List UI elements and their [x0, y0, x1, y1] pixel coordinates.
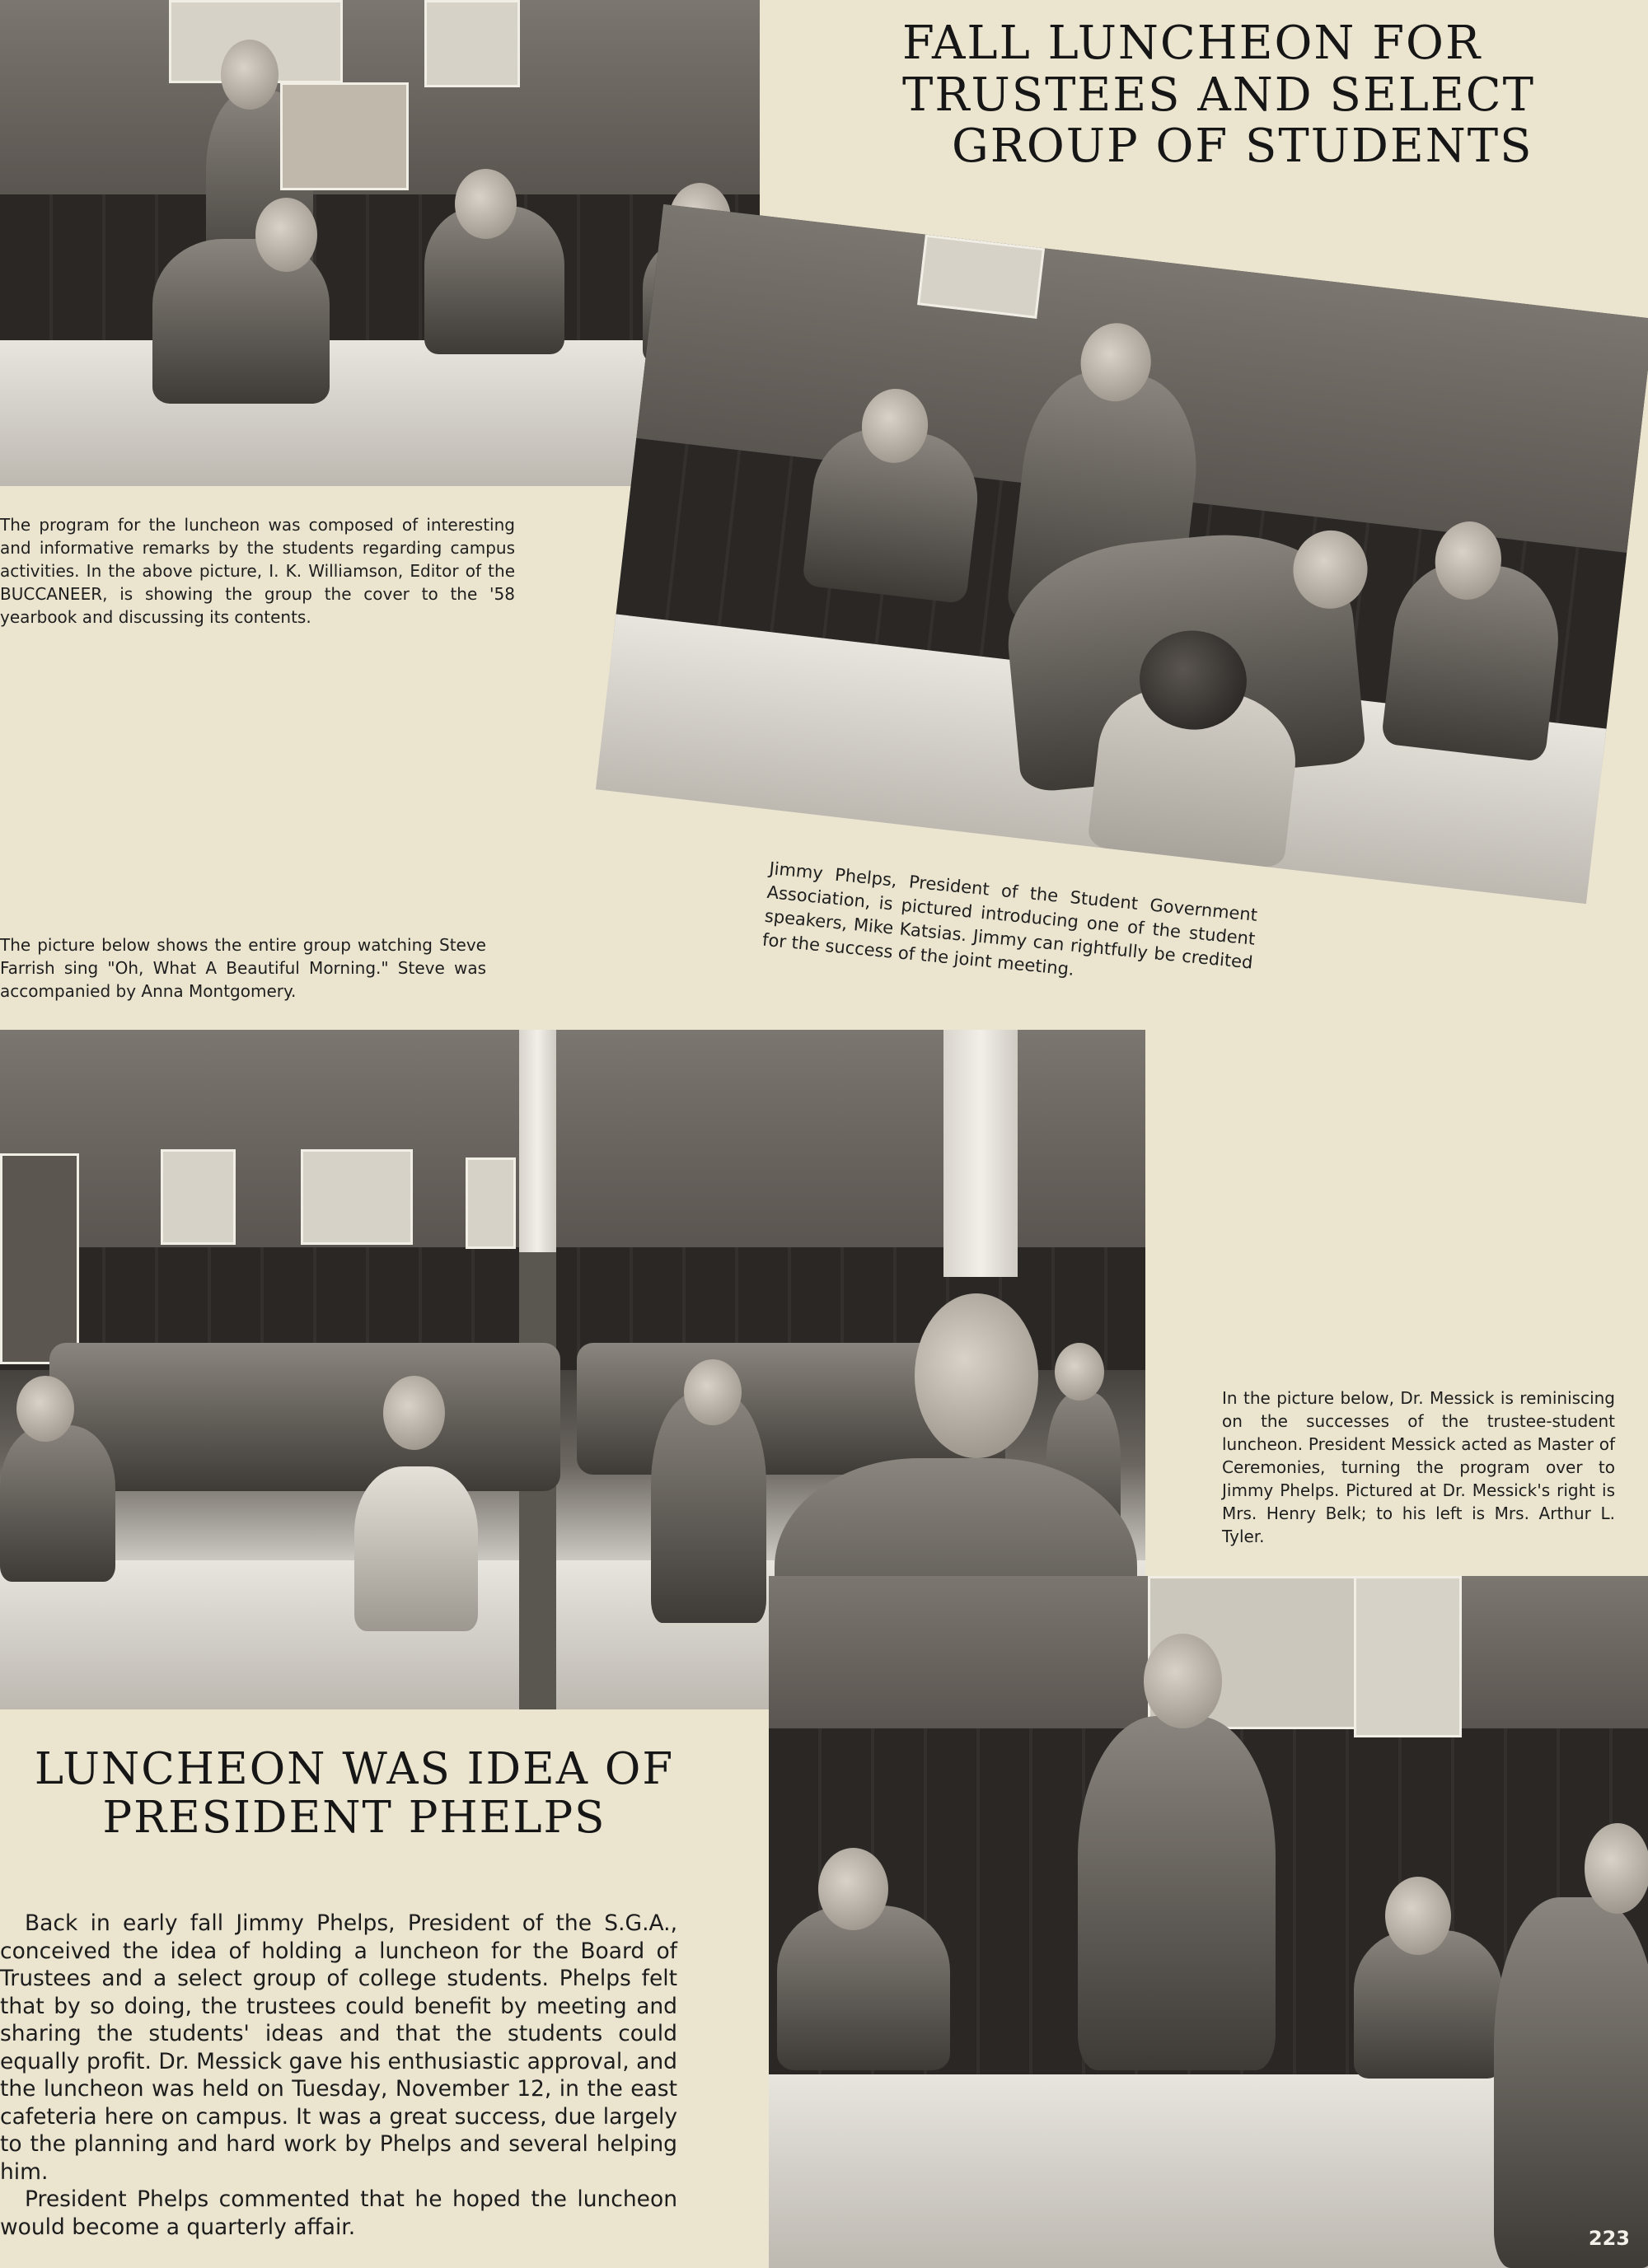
- page-number: 223: [1588, 2227, 1630, 2250]
- article-paragraph-1: Back in early fall Jimmy Phelps, President of the S.G.A., conceived the idea of holding a luncheon for the Board of Trustees and a select group of college students. Phelps felt that by so doing, the trustees could benefit by meeting and sharing the students' ideas and that the students could equally profit. Dr. Messick gave his enthusiastic approval, and the luncheon was held on Tuesday, November 12, in the east cafeteria here on campus. It was a great success, due largely to the planning and hard work by Phelps and several helping him.: [0, 1910, 677, 2185]
- top-headline-line3: GROUP OF STUDENTS: [952, 119, 1533, 174]
- caption-program: The program for the luncheon was composed of interesting and informative remarks by the students regarding campus activities. In the above picture, I. K. Williamson, Editor of the BUCCANEER, is showing the group the cover to the '58 yearbook and discussing its contents.: [0, 515, 515, 627]
- top-headline: [902, 18, 1627, 173]
- photo-phelps-introducing: [596, 204, 1648, 904]
- bottom-headline: [0, 1745, 709, 1843]
- top-headline-line2: TRUSTEES AND SELECT: [902, 68, 1535, 122]
- top-headline-line1: FALL LUNCHEON FOR: [902, 16, 1482, 70]
- photo-dr-messick: [769, 1576, 1648, 2268]
- caption-group: The picture below shows the entire group watching Steve Farrish sing "Oh, What A Beautiful Morning." Steve was accompanied by Anna Montgomery.: [0, 935, 486, 1001]
- bottom-headline-line1: LUNCHEON WAS IDEA OF: [34, 1744, 675, 1794]
- caption-phelps: Jimmy Phelps, President of the Student Government Association, is pictured introducing one of the student speakers, Mike Katsias. Jimmy can rightfully be credited for the success of the joint meeting.: [761, 858, 1259, 980]
- bottom-headline-line2: PRESIDENT PHELPS: [102, 1793, 606, 1844]
- caption-messick: In the picture below, Dr. Messick is reminiscing on the successes of the trustee-student luncheon. President Messick acted as Master of Ceremonies, turning the program over to Jimmy Phelps. Pictured at Dr. Messick's right is Mrs. Henry Belk; to his left is Mrs. Arthur L. Tyler.: [1222, 1388, 1615, 1546]
- article-body: [0, 1910, 677, 2241]
- article-paragraph-2: President Phelps commented that he hoped the luncheon would become a quarterly affair.: [0, 2186, 677, 2240]
